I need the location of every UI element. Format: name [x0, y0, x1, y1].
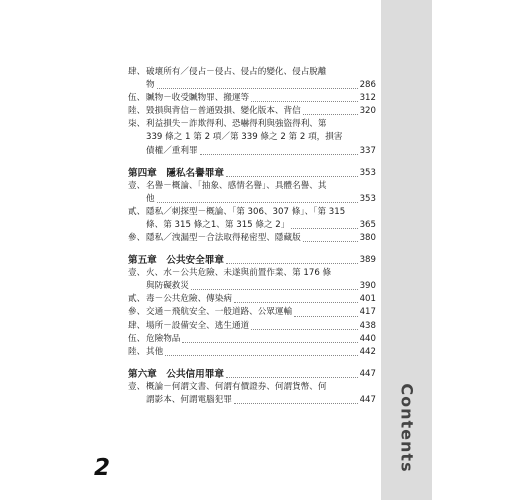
entry-line: 危險物品 — [146, 333, 181, 344]
dot-leader — [226, 176, 358, 177]
entry-line: 隱私／洩漏型－合法取得秘密型、隱藏版 — [146, 233, 301, 244]
entry-line: 場所－設備安全、逃生通道 — [146, 320, 250, 331]
chapter-section — [128, 368, 376, 407]
toc-entry — [128, 381, 376, 407]
entry-last-line — [146, 394, 376, 407]
entry-text — [128, 293, 376, 306]
toc-entry — [128, 232, 376, 245]
entry-text — [128, 346, 376, 359]
dot-leader — [303, 114, 358, 115]
entry-page-number: 312 — [359, 93, 376, 104]
entry-line: 隱私／刺探型－概論、「第 306、307 條」、「第 315 — [146, 206, 346, 217]
chapter-title: 第四章 隱私名譽罪章 — [128, 167, 224, 179]
entry-marker: 壹、 — [128, 381, 146, 392]
chapter-section — [128, 167, 376, 245]
dot-leader — [182, 342, 357, 343]
entry-page-number: 380 — [359, 233, 376, 244]
entry-last-line — [146, 320, 376, 333]
dot-leader — [291, 228, 357, 229]
entry-page-number: 365 — [359, 219, 376, 230]
toc-entry — [128, 118, 376, 157]
entry-marker: 伍、 — [128, 93, 146, 104]
dot-leader — [234, 403, 358, 404]
entry-line: 339 條之 1 第 2 項／第 339 條之 2 第 2 項，損害 — [146, 132, 343, 143]
entry-text — [128, 206, 376, 232]
chapter-section — [128, 254, 376, 359]
entry-page-number: 337 — [359, 145, 376, 156]
dot-leader — [251, 329, 357, 330]
entry-marker: 貳、 — [128, 294, 146, 305]
entry-marker: 陸、 — [128, 106, 146, 117]
entry-line: 破壞所有／侵占－侵占、侵占的變化、侵占脫離 — [146, 67, 327, 77]
toc-entry — [128, 346, 376, 359]
dot-leader — [200, 154, 358, 155]
toc-entry — [128, 180, 376, 206]
entry-text — [128, 333, 376, 346]
entry-marker: 壹、 — [128, 180, 146, 191]
entry-last-line — [146, 346, 376, 359]
dot-leader — [157, 202, 358, 203]
entry-last-line — [146, 333, 376, 346]
entry-last-line — [146, 306, 376, 319]
entry-last-line — [146, 193, 376, 206]
entry-page-number: 440 — [359, 333, 376, 344]
entry-page-number: 447 — [359, 394, 376, 405]
chapter-title: 第六章 公共信用罪章 — [128, 368, 224, 380]
toc-entry — [128, 333, 376, 346]
entry-last-line — [146, 219, 376, 232]
chapter-heading — [128, 167, 376, 180]
dot-leader — [191, 289, 358, 290]
chapter-heading — [128, 368, 376, 381]
dot-leader — [226, 377, 358, 378]
entry-text — [128, 306, 376, 319]
entry-line: 他 — [146, 193, 155, 204]
entry-page-number: 286 — [359, 80, 376, 91]
entry-text — [128, 180, 376, 206]
toc-entry — [128, 206, 376, 232]
dot-leader — [165, 355, 357, 356]
entry-text — [128, 66, 376, 92]
chapter-heading — [128, 254, 376, 267]
entry-text — [128, 232, 376, 245]
entry-line: 其他 — [146, 346, 164, 357]
toc-entry — [128, 92, 376, 105]
entry-line: 交通－飛航安全、一般道路、公眾運輸 — [146, 307, 293, 318]
entry-page-number: 438 — [359, 320, 376, 331]
entry-marker: 參、 — [128, 307, 146, 318]
toc-entry — [128, 66, 376, 92]
entry-marker: 壹、 — [128, 268, 146, 279]
contents-label — [381, 378, 432, 478]
entry-line: 贓物－收受贓物罪、搬運等 — [146, 93, 250, 104]
entry-last-line — [146, 79, 376, 92]
toc-entry — [128, 293, 376, 306]
entry-last-line — [146, 293, 376, 306]
entry-line: 火、水－公共危險、未遂與前置作業、第 176 條 — [146, 268, 332, 279]
entry-line: 條、第 315 條之1、第 315 條之 2」 — [146, 219, 290, 230]
dot-leader — [294, 316, 357, 317]
chapter-page-number: 389 — [359, 255, 376, 266]
dot-leader — [157, 88, 358, 89]
toc-entry — [128, 306, 376, 319]
entry-marker: 參、 — [128, 233, 146, 244]
entry-marker: 伍、 — [128, 333, 146, 344]
table-of-contents — [128, 66, 376, 407]
entry-line: 債權／重利罪 — [146, 145, 198, 156]
entry-last-line — [146, 232, 376, 245]
entry-line: 物 — [146, 80, 155, 91]
dot-leader — [226, 263, 358, 264]
entry-text — [128, 320, 376, 333]
entry-page-number: 320 — [359, 106, 376, 117]
chapter-title: 第五章 公共安全罪章 — [128, 255, 224, 267]
entry-marker: 肆、 — [128, 320, 146, 331]
entry-page-number: 353 — [359, 193, 376, 204]
entry-marker: 陸、 — [128, 346, 146, 357]
entry-line: 謂影本、何謂電腦犯罪 — [146, 394, 232, 405]
entry-line: 毀損與背信－普通毀損、變化版本、背信 — [146, 106, 301, 117]
entry-last-line — [146, 280, 376, 293]
entry-marker: 柒、 — [128, 119, 146, 130]
entry-marker: 肆、 — [128, 67, 146, 77]
entry-line: 毒－公共危險、傳染病 — [146, 294, 232, 305]
entry-page-number: 442 — [359, 346, 376, 357]
entry-marker: 貳、 — [128, 206, 146, 217]
entry-line: 概論－何謂文書、何謂有價證券、何謂貨幣、何 — [146, 381, 327, 392]
entry-text — [128, 118, 376, 157]
chapter-page-number: 447 — [359, 368, 376, 379]
toc-entry — [128, 320, 376, 333]
toc-entry — [128, 267, 376, 293]
entry-text — [128, 92, 376, 105]
page-number: 2 — [94, 455, 111, 481]
entry-line: 與防礙救災 — [146, 281, 189, 292]
entry-last-line — [146, 105, 376, 118]
entry-page-number: 401 — [359, 294, 376, 305]
entry-text — [128, 267, 376, 293]
entry-page-number: 390 — [359, 281, 376, 292]
entry-page-number: 417 — [359, 307, 376, 318]
toc-entry — [128, 105, 376, 118]
dot-leader — [234, 302, 358, 303]
entry-last-line — [146, 145, 376, 158]
chapter-page-number: 353 — [359, 167, 376, 178]
dot-leader — [303, 241, 358, 242]
entry-line: 利益損失－詐欺得利、恐嚇得利與強盜得利、第 — [146, 119, 327, 130]
entry-last-line — [146, 92, 376, 105]
contents-label-text: Contents — [397, 383, 416, 473]
entry-line: 名譽－概論、「抽象、感情名譽」、具體名譽、其 — [146, 180, 327, 191]
entry-text — [128, 105, 376, 118]
dot-leader — [251, 101, 357, 102]
entry-text — [128, 381, 376, 407]
